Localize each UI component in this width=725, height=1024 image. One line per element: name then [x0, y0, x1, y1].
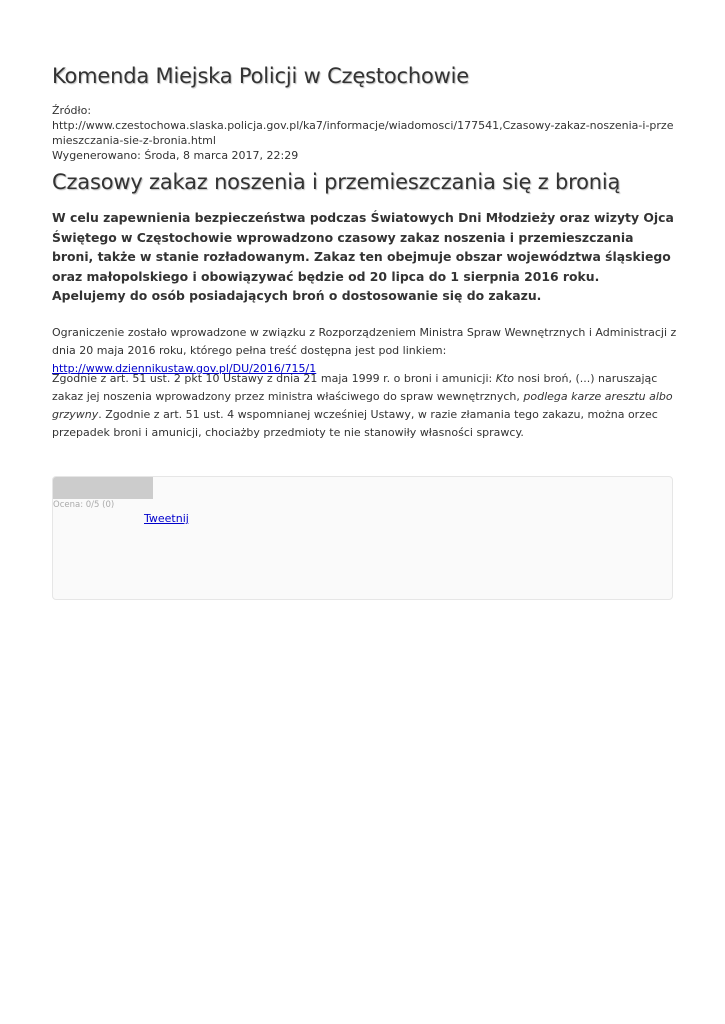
italic-text: Kto	[495, 372, 514, 385]
rating-stars[interactable]	[53, 477, 153, 499]
rating-share-box	[52, 476, 673, 600]
rating-label: Ocena: 0/5 (0)	[53, 500, 115, 510]
dziennik-ustaw-link[interactable]: http://www.dziennikustaw.gov.pl/DU/2016/715/1	[52, 362, 317, 375]
article-lead: W celu zapewnienia bezpieczeństwa podczas Światowych Dni Młodzieży oraz wizyty Ojca Świętego w Częstochowie wprowadzono czasowy zakaz noszenia i przemieszczania broni, także w stanie rozładowanym. Zakaz ten obejmuje obszar województwa śląskiego oraz małopolskiego i obowiązywać będzie od 20 lipca do 1 sierpnia 2016 roku. Apelujemy do osób posiadających broń o dostosowanie się do zakazu.	[52, 210, 674, 303]
tweet-link[interactable]: Tweetnij	[144, 512, 189, 525]
source-meta	[52, 103, 677, 163]
article-title: Czasowy zakaz noszenia i przemieszczania się z bronią	[52, 170, 621, 194]
paragraph-text: nosi broń, (...) naruszając zakaz jej noszenia wprowadzony przez ministra właściwego do spraw wewnętrznych,	[52, 372, 658, 403]
source-label: Źródło:	[52, 104, 92, 117]
paragraph-text: . Zgodnie z art. 51 ust. 4 wspomnianej wcześniej Ustawy, w razie złamania tego zakazu, można orzec przepadek broni i amunicji, chociażby przedmioty te nie stanowiły własności sprawcy.	[52, 408, 658, 439]
source-url: http://www.czestochowa.slaska.policja.gov.pl/ka7/informacje/wiadomosci/177541,Czasowy-zakaz-noszenia-i-przemieszczania-sie-z-bronia.html	[52, 119, 674, 147]
italic-text: podlega karze aresztu albo grzywny	[52, 390, 673, 421]
site-title: Komenda Miejska Policji w Częstochowie	[52, 64, 469, 88]
article-paragraph-2	[52, 370, 677, 442]
paragraph-text: Ograniczenie zostało wprowadzone w związku z Rozporządzeniem Ministra Spraw Wewnętrznych i Administracji z dnia 20 maja 2016 roku, którego pełna treść dostępna jest pod linkiem:	[52, 326, 677, 357]
generated-date: Wygenerowano: Środa, 8 marca 2017, 22:29	[52, 149, 299, 162]
paragraph-text: Zgodnie z art. 51 ust. 2 pkt 10 Ustawy z dnia 21 maja 1999 r. o broni i amunicji:	[52, 372, 496, 385]
